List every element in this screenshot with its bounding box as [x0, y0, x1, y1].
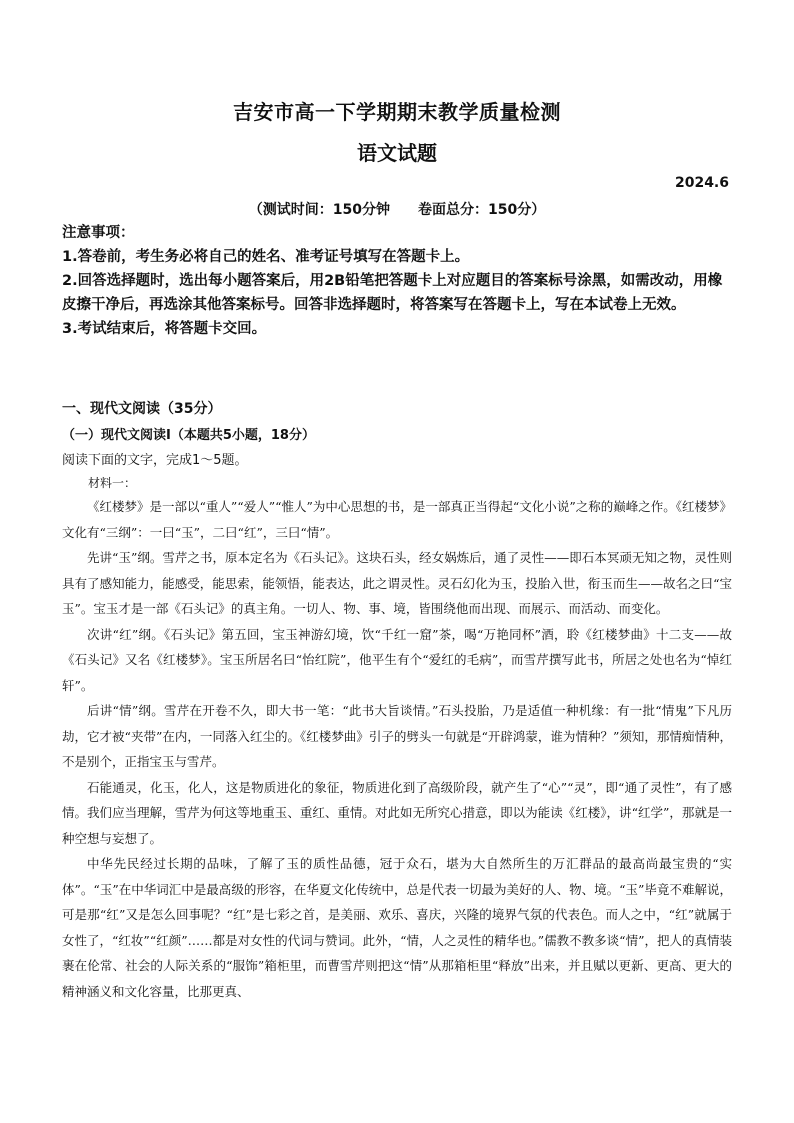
- notice-heading: 注意事项：: [62, 225, 135, 241]
- exam-time-info: [0, 199, 794, 219]
- exam-date: 2024.6: [674, 175, 729, 191]
- passage-paragraph: 次讲“红”纲。《石头记》第五回，宝玉神游幻境，饮“千红一窟”茶，喝“万艳同杯”酒，聆《红楼梦曲》十二支——故《石头记》又名《红楼梦》。宝玉所居名曰“怡红院”，他平生有个“爱红的毛病”，而雪芹撰写此书，所居之处也名为“悼红轩”。: [62, 626, 732, 693]
- passage-paragraph: 先讲“玉”纲。雪芹之书，原本定名为《石头记》。这块石头，经女娲炼后，通了灵性——即石本冥顽无知之物，灵性则具有了感知能力，能感受，能思索，能领悟，能表达，此之谓灵性。灵石幻化为玉，投胎入世，衔玉而生——故名之曰“宝玉”。宝玉才是一部《石头记》的真主角。一切人、物、事、境，皆围绕他而出现、而展示、而活动、而变化。: [62, 550, 732, 616]
- notice-block: [62, 221, 734, 341]
- total-score: 卷面总分：150分）: [418, 202, 546, 218]
- reading-passage: [62, 494, 732, 1004]
- subsection-title: （一）现代文阅读Ⅰ（本题共5小题，18分）: [62, 428, 315, 443]
- notice-item: 2.回答选择题时，选出每小题答案后，用2B铅笔把答题卡上对应题目的答案标号涂黑，如需改动，用橡皮擦干净后，再选涂其他答案标号。回答非选择题时，将答案写在答题卡上，写在本试卷上无效。: [62, 273, 723, 313]
- page-title: 吉安市高一下学期期末教学质量检测: [233, 100, 561, 124]
- notice-item: 3.考试结束后，将答题卡交回。: [62, 321, 267, 337]
- passage-paragraph: 《红楼梦》是一部以“重人”“爱人”“惟人”为中心思想的书，是一部真正当得起“文化小说”之称的巅峰之作。《红楼梦》文化有“三纲”：一曰“玉”，二曰“红”，三曰“情”。: [62, 499, 732, 540]
- passage-paragraph: 石能通灵，化玉，化人，这是物质进化的象征，物质进化到了高级阶段，就产生了“心”“灵”，即“通了灵性”，有了感情。我们应当理解，雪芹为何这等地重玉、重红、重情。对此如无所究心措意，即以为能读《红楼》，讲“红学”，那就是一种空想与妄想了。: [62, 779, 732, 846]
- notice-item: 1.答卷前，考生务必将自己的姓名、准考证号填写在答题卡上。: [62, 249, 470, 265]
- material-label: 材料一：: [88, 476, 137, 490]
- page-subtitle: 语文试题: [357, 141, 437, 165]
- passage-paragraph: 后讲“情”纲。雪芹在开卷不久，即大书一笔：“此书大旨谈情。”石头投胎，乃是适值一种机缘：有一批“情鬼”下凡历劫，它才被“夹带”在内，一同落入红尘的。《红楼梦曲》引子的劈头一句就是“开辟鸿蒙，谁为情种？”须知，那情痴情种，不是别个，正指宝玉与雪芹。: [62, 703, 732, 769]
- section-title: 一、现代文阅读（35分）: [62, 401, 222, 417]
- test-time: （测试时间：150分钟: [248, 202, 390, 218]
- passage-paragraph: 中华先民经过长期的品味，了解了玉的质性品德，冠于众石，堪为大自然所生的万汇群品的最高尚最宝贵的“实体”。“玉”在中华词汇中是最高级的形容，在华夏文化传统中，总是代表一切最为美好的人、物、境。“玉”毕竟不难解说，可是那“红”又是怎么回事呢？“红”是七彩之首，是美丽、欢乐、喜庆，兴隆的境界气氛的代表色。而人之中，“红”就属于女性了，“红妆”“红颜”……都是对女性的代词与赞词。此外，“情，人之灵性的精华也。”儒教不教多谈“情”，把人的真情装裹在伦常、社会的人际关系的“服饰”箱柜里，而曹雪芹则把这“情”从那箱柜里“释放”出来，并且赋以更新、更高、更大的精神涵义和文化容量，比那更真、: [62, 856, 732, 999]
- reading-instruction: 阅读下面的文字，完成1～5题。: [62, 453, 248, 468]
